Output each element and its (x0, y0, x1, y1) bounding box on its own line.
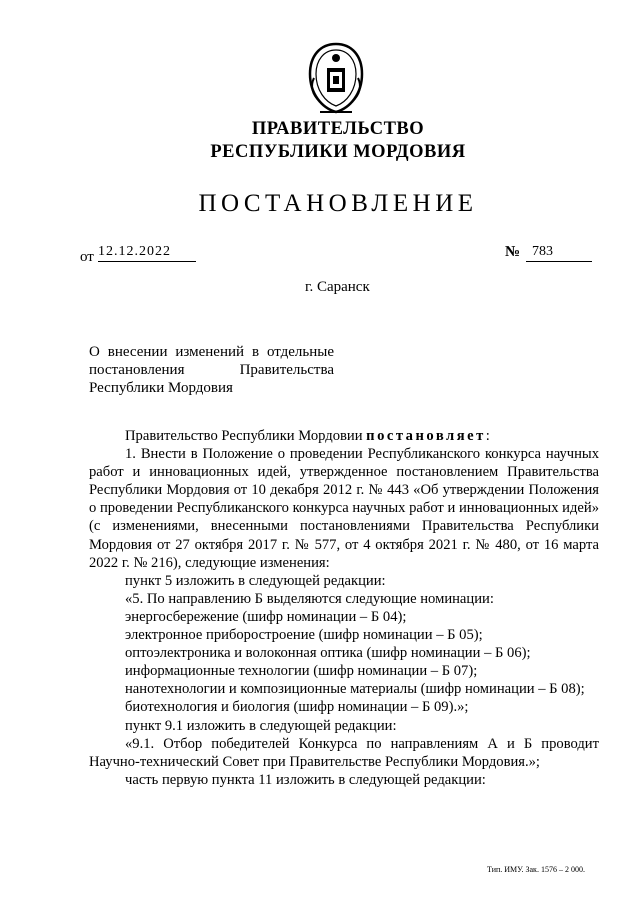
paragraph-item-1: пункт 5 изложить в следующей редакции: (125, 572, 386, 589)
document-type-title: ПОСТАНОВЛЕНИЕ (198, 190, 478, 217)
organization-name-line2: РЕСПУБЛИКИ МОРДОВИЯ (210, 142, 466, 162)
date-value: 12.12.2022 (98, 243, 196, 262)
paragraph-item-4: электронное приборостроение (шифр номинации – Б 05); (125, 627, 483, 644)
paragraph-item-6: информационные технологии (шифр номинации – Б 07); (125, 663, 478, 680)
paragraph-item-8: биотехнология и биология (шифр номинации – Б 09).»; (125, 699, 469, 716)
intro-spaced-verb: постановляет (366, 428, 486, 444)
city-name: г. Саранск (305, 279, 370, 295)
paragraph-1: 1. Внести в Положение о проведении Республиканского конкурса научных работ и инновационных идей, утвержденное постановлением Правительства Республики Мордовия от 10 декабря 2012 г. № 443 «Об утверждении Положения о проведении Республиканского конкурса научных работ и инновационных идей» (с изменениями, внесенными постановлениями Правительства Республики Мордовия от 27 октября 2017 г. № 577, от 4 октября 2021 г. № 480, от 16 марта 2022 г. № 216), следующие изменения: (89, 446, 599, 571)
subject-line2: постановления Правительства (89, 362, 334, 378)
intro-suffix: : (485, 428, 490, 444)
subject-line1: О внесении изменений в отдельные (89, 344, 334, 360)
organization-name-line1: ПРАВИТЕЛЬСТВО (251, 119, 425, 139)
coat-of-arms-emblem (300, 38, 372, 118)
document-body (89, 427, 599, 789)
number-label: № (505, 244, 521, 260)
document-subject (89, 343, 334, 397)
paragraph-item-2: «5. По направлению Б выделяются следующие номинации: (125, 590, 494, 607)
intro-paragraph (89, 427, 599, 445)
paragraph-item-5: оптоэлектроника и волоконная оптика (шифр номинации – Б 06); (125, 645, 531, 662)
number-value: 783 (526, 243, 592, 262)
subject-line3: Республики Мордовия (89, 380, 233, 396)
date-label: от (80, 249, 94, 265)
paragraph-item-3: энергосбережение (шифр номинации – Б 04); (125, 608, 407, 625)
intro-prefix: Правительство Республики Мордовии (125, 428, 367, 444)
paragraph-item-10: «9.1. Отбор победителей Конкурса по направлениям А и Б проводит Научно-технический Совет при Правительстве Республики Мордовия.»; (89, 735, 599, 770)
paragraph-item-9: пункт 9.1 изложить в следующей редакции: (125, 717, 397, 734)
print-mark: Тип. ИМУ. Зак. 1576 – 2 000. (487, 865, 585, 874)
paragraph-item-11: часть первую пункта 11 изложить в следующей редакции: (125, 771, 486, 788)
paragraph-item-7: нанотехнологии и композиционные материалы (шифр номинации – Б 08); (125, 681, 585, 698)
